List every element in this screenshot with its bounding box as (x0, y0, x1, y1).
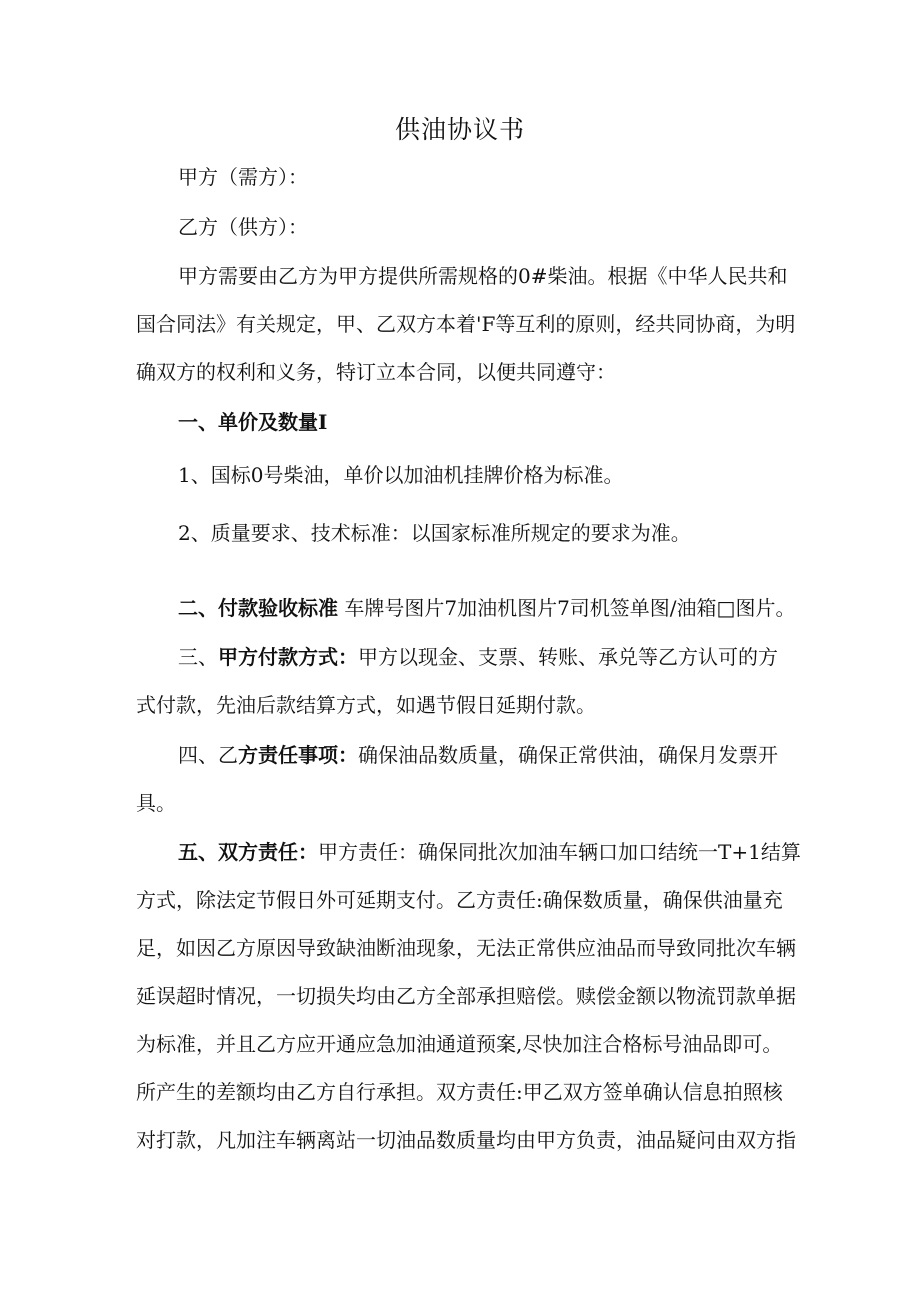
section-3-text-1: 甲方以现金、支票、转账、承兑等乙方认可的方 (358, 645, 778, 669)
section-3-prefix: 三、 (178, 645, 218, 669)
section-5-line-4: 延误超时情况，一切损失均由乙方全部承担赔偿。赎偿金额以物流罚款单据 (136, 984, 796, 1008)
section-5-text-1: 甲方责任：确保同批次加油车辆口加口结统一T+1结算 (318, 840, 801, 864)
section-5-line-7: 对打款，凡加注车辆离站一切油品数质量均由甲方负责，油品疑问由双方指 (136, 1128, 796, 1152)
section-4-line-2: 具。 (136, 791, 176, 815)
section-5-line-2: 方式，除法定节假日外可延期支付。乙方责任:确保数质量，确保供油量充 (136, 888, 783, 912)
section-5-line-3: 足，如因乙方原因导致缺油断油现象，无法正常供应油品而导致同批次车辆 (136, 936, 796, 960)
party-b-line: 乙方（供方）： (178, 215, 308, 239)
document-title: 供油协议书 (394, 115, 525, 144)
section-1-heading: 一、单价及数量I (178, 410, 328, 434)
section-5-line-6: 所产生的差额均由乙方自行承担。双方责任:甲乙双方签单确认信息拍照核 (136, 1080, 783, 1104)
section-3-line-1 (178, 645, 778, 669)
section-2-line (178, 596, 795, 620)
section-5-line-5: 为标准，并且乙方应开通应急加油通道预案,尽快加注合格标号油品即可。 (136, 1032, 783, 1056)
section-2-text: 车牌号图片7加油机图片7司机签单图/油箱□图片。 (344, 596, 796, 620)
intro-line-3: 确双方的权利和义务，特订立本合同，以便共同遵守： (136, 360, 616, 384)
section-2-heading: 二、付款验收标准 (178, 596, 338, 620)
section-4-line-1 (178, 743, 778, 767)
section-3-line-2: 式付款，先油后款结算方式，如遇节假日延期付款。 (136, 693, 596, 717)
section-5-line-1 (178, 840, 801, 864)
intro-line-2: 国合同法》有关规定，甲、乙双方本着'F等互利的原则，经共同协商，为明 (136, 312, 796, 336)
section-1-item-1: 1、国标0号柴油，单价以加油机挂牌价格为标准。 (178, 463, 624, 487)
section-4-heading: 方责任事项： (238, 743, 358, 767)
intro-line-1: 甲方需要由乙方为甲方提供所需规格的0#柴油。根据《中华人民共和 (178, 264, 788, 288)
section-3-heading: 甲方付款方式： (218, 645, 358, 669)
section-4-text-1: 确保油品数质量，确保正常供油，确保月发票开 (358, 743, 778, 767)
section-1-item-2: 2、质量要求、技术标准：以国家标准所规定的要求为准。 (178, 521, 691, 545)
section-4-prefix: 四、乙 (178, 743, 238, 767)
party-a-line: 甲方（需方）： (178, 165, 308, 189)
section-5-heading: 五、双方责任： (178, 840, 318, 864)
